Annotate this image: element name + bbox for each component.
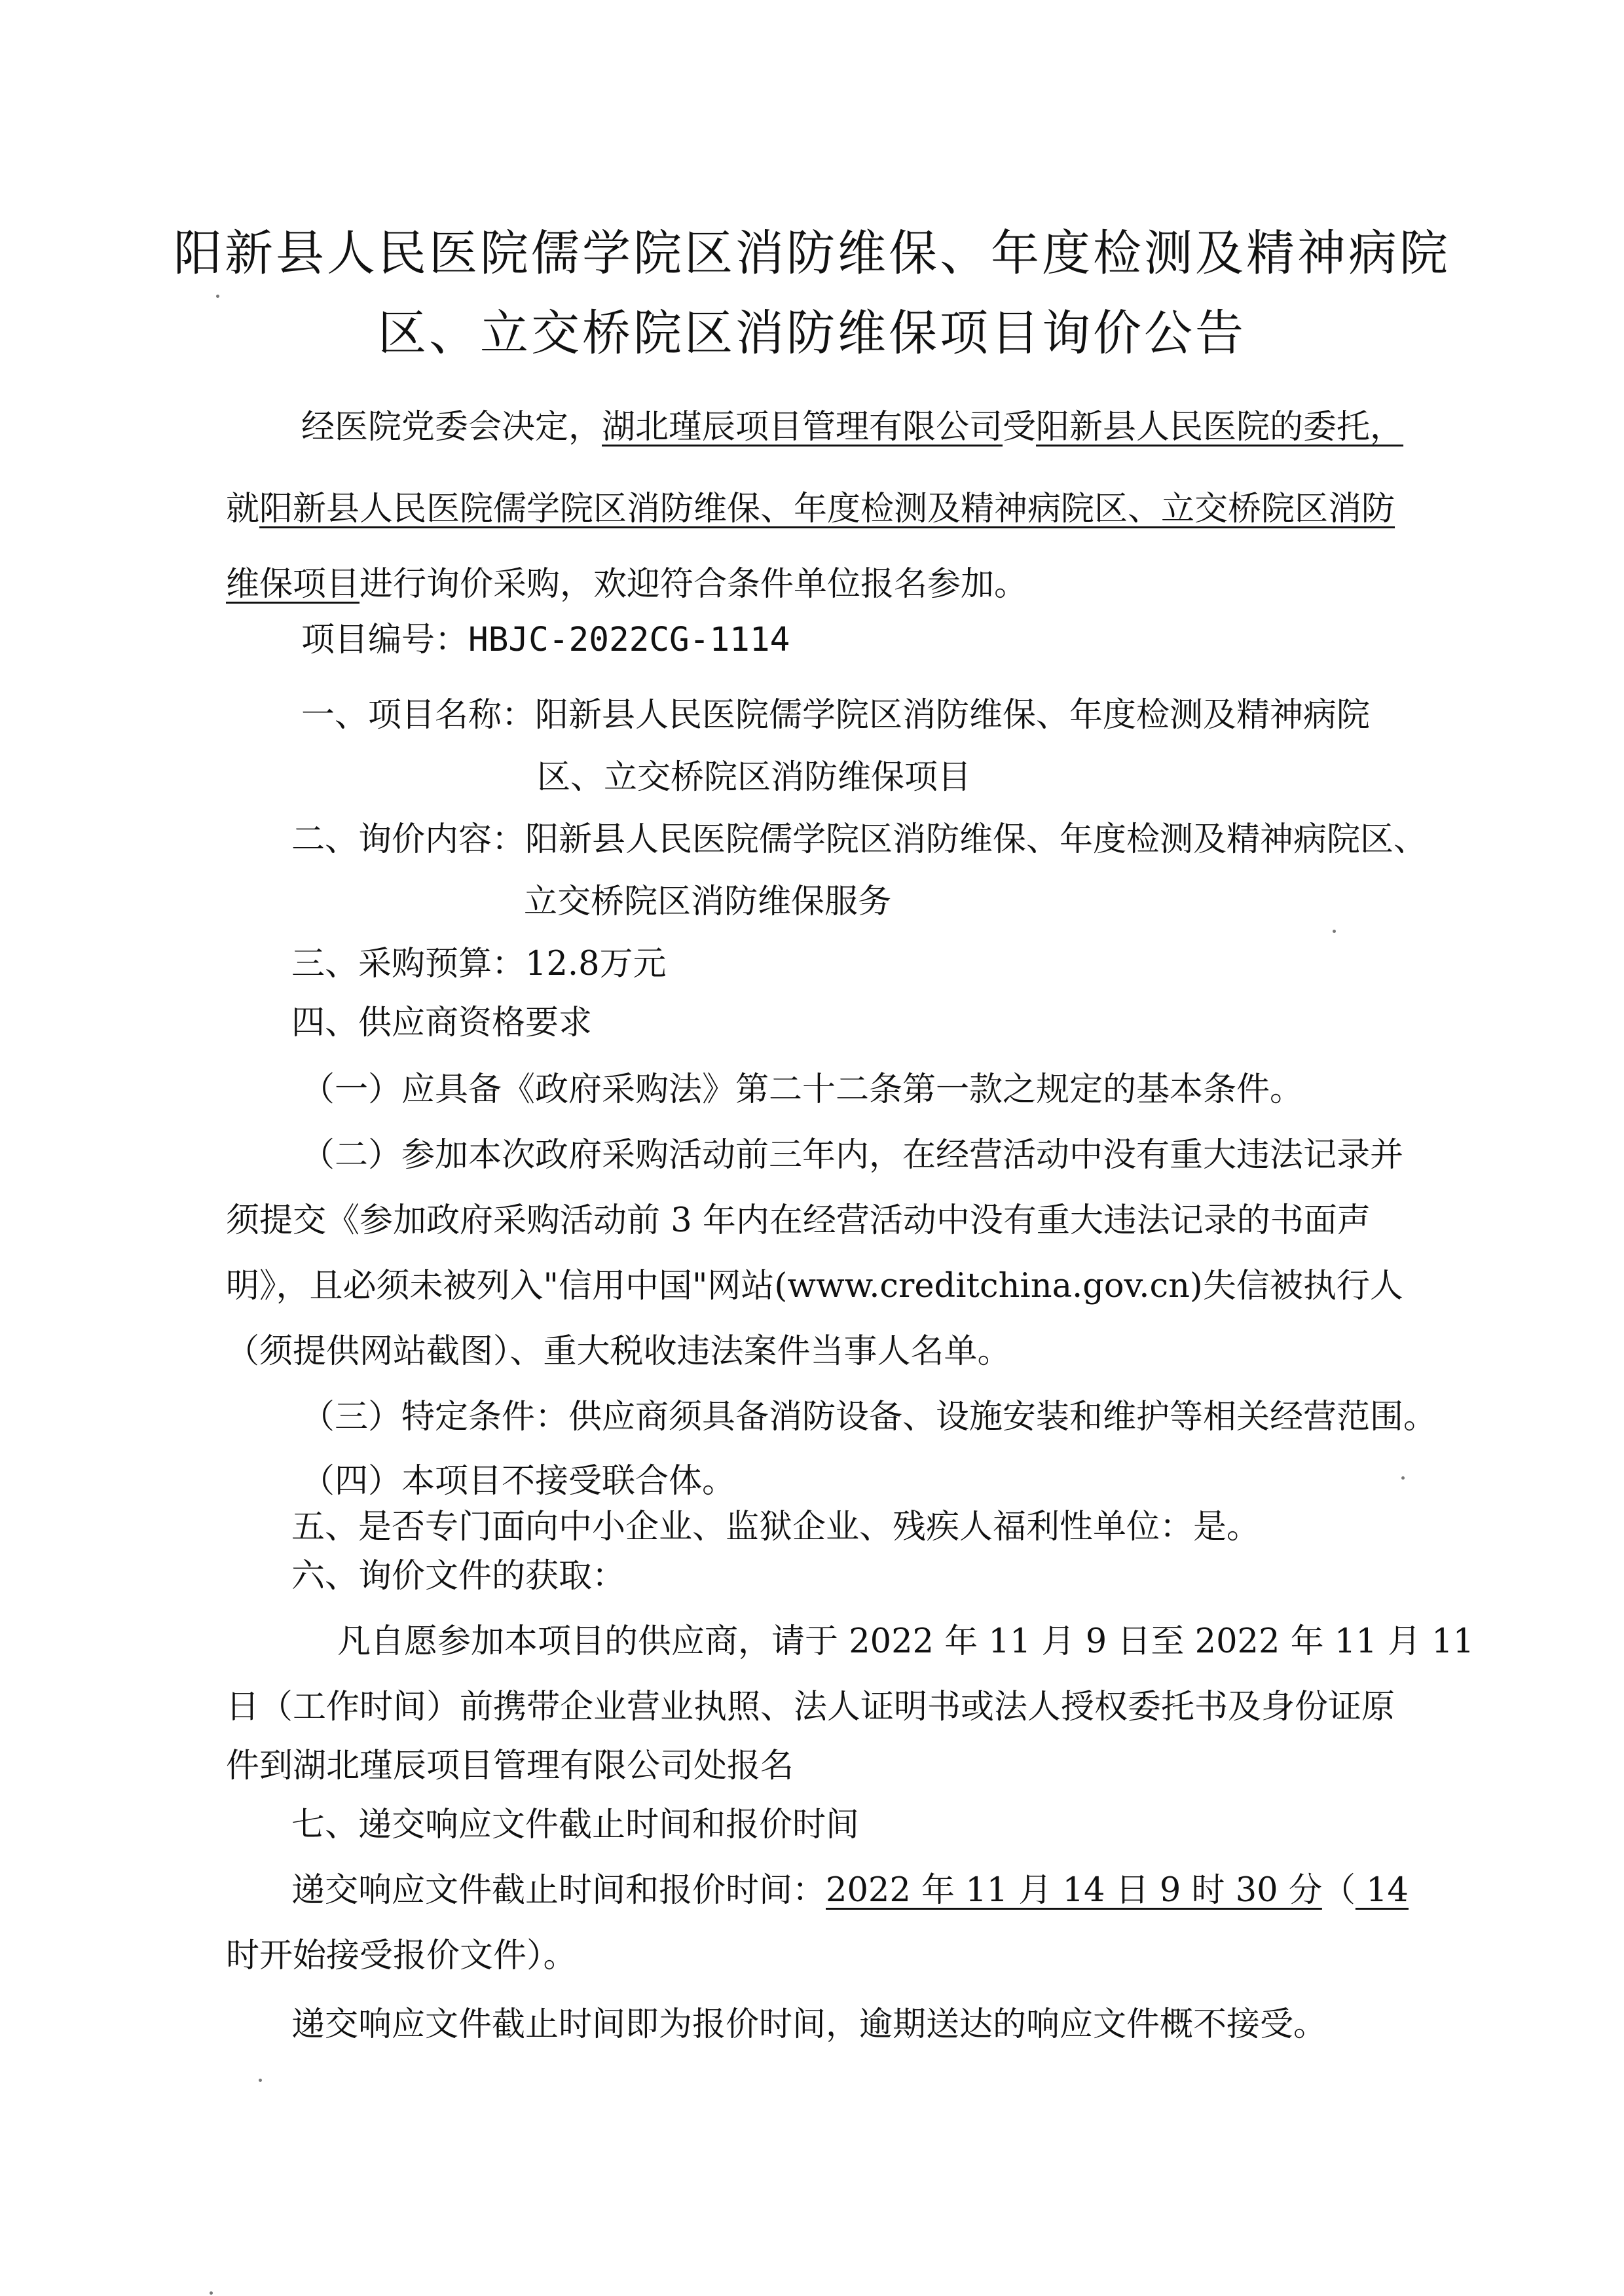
intro-line-1 [301, 399, 1403, 448]
section-2-line-2: 立交桥院区消防维保服务 [524, 883, 892, 921]
qualification-2-line-3: 明》，且必须未被列入"信用中国"网站(www.creditchina.gov.cn)失信被执行人 [226, 1267, 1403, 1305]
intro-line-3 [226, 556, 1027, 605]
intro-text: 受 [1003, 408, 1037, 446]
project-name-underlined: 阳新县人民医院儒学院区消防维保、年度检测及精神病院区、立交桥院区消防 [259, 490, 1395, 528]
section-7-text-line-2: 时开始接受报价文件）。 [226, 1937, 577, 1975]
section-7-text-line-3: 递交响应文件截止时间即为报价时间，逾期送达的响应文件概不接受。 [291, 2005, 1327, 2044]
qualification-4: （四）本项目不接受联合体。 [301, 1462, 736, 1501]
scan-speck [210, 2291, 213, 2295]
section-6-text-line-2: 日（工作时间）前携带企业营业执照、法人证明书或法人授权委托书及身份证原 [226, 1688, 1395, 1726]
qualification-2-line-4: （须提供网站截图）、重大税收违法案件当事人名单。 [226, 1332, 1011, 1371]
section-4: 四、供应商资格要求 [291, 1004, 593, 1042]
scan-speck [1401, 1476, 1405, 1480]
section-7-text-line-1 [291, 1863, 1409, 1911]
section-2-line-1: 二、询价内容：阳新县人民医院儒学院区消防维保、年度检测及精神病院区、 [291, 820, 1428, 859]
intro-text: 经医院党委会决定， [301, 408, 602, 446]
qualification-3: （三）特定条件：供应商须具备消防设备、设施安装和维护等相关经营范围。 [301, 1398, 1437, 1436]
qualification-2-line-2: 须提交《参加政府采购活动前 3 年内在经营活动中没有重大违法记录的书面声 [226, 1201, 1371, 1240]
section-6: 六、询价文件的获取： [291, 1557, 626, 1595]
section-3: 三、采购预算：12.8万元 [291, 945, 667, 983]
section-6-text-line-1: 凡自愿参加本项目的供应商，请于 2022 年 11 月 9 日至 2022 年 11 月 11 [337, 1622, 1475, 1661]
deadline-value: 2022 年 11 月 14 日 9 时 30 分 [826, 1871, 1322, 1910]
section-5: 五、是否专门面向中小企业、监狱企业、残疾人福利性单位：是。 [291, 1508, 1261, 1546]
doc-title-line-2: 区、立交桥院区消防维保项目询价公告 [378, 305, 1246, 361]
scan-speck [216, 295, 219, 298]
section-6-text-line-3: 件到湖北瑾辰项目管理有限公司处报名 [226, 1747, 794, 1785]
project-number-value: HBJC-2022CG-1114 [468, 621, 790, 659]
section-1-line-2: 区、立交桥院区消防维保项目 [537, 758, 972, 797]
project-number [301, 612, 790, 661]
qualification-1: （一）应具备《政府采购法》第二十二条第一款之规定的基本条件。 [301, 1070, 1304, 1109]
intro-text: 进行询价采购，欢迎符合条件单位报名参加。 [360, 565, 1028, 604]
paren-open: （ [1321, 1871, 1356, 1910]
deadline-label: 递交响应文件截止时间和报价时间： [291, 1871, 826, 1910]
project-name-underlined: 维保项目 [226, 565, 360, 604]
qualification-2-line-1: （二）参加本次政府采购活动前三年内，在经营活动中没有重大违法记录并 [301, 1136, 1404, 1175]
section-7: 七、递交响应文件截止时间和报价时间 [291, 1806, 860, 1844]
client-name: 阳新县人民医院的委托， [1036, 408, 1404, 446]
section-1-line-1: 一、项目名称：阳新县人民医院儒学院区消防维保、年度检测及精神病院 [301, 696, 1371, 735]
scan-speck [259, 2079, 262, 2082]
intro-text: 就 [226, 490, 260, 528]
project-number-label: 项目编号： [301, 621, 469, 659]
scan-speck [1333, 930, 1336, 933]
doc-title-line-1: 阳新县人民医院儒学院区消防维保、年度检测及精神病院 [174, 225, 1450, 282]
start-hour: 14 [1355, 1871, 1409, 1910]
intro-line-2 [226, 481, 1395, 530]
agency-name: 湖北瑾辰项目管理有限公司 [602, 408, 1003, 446]
